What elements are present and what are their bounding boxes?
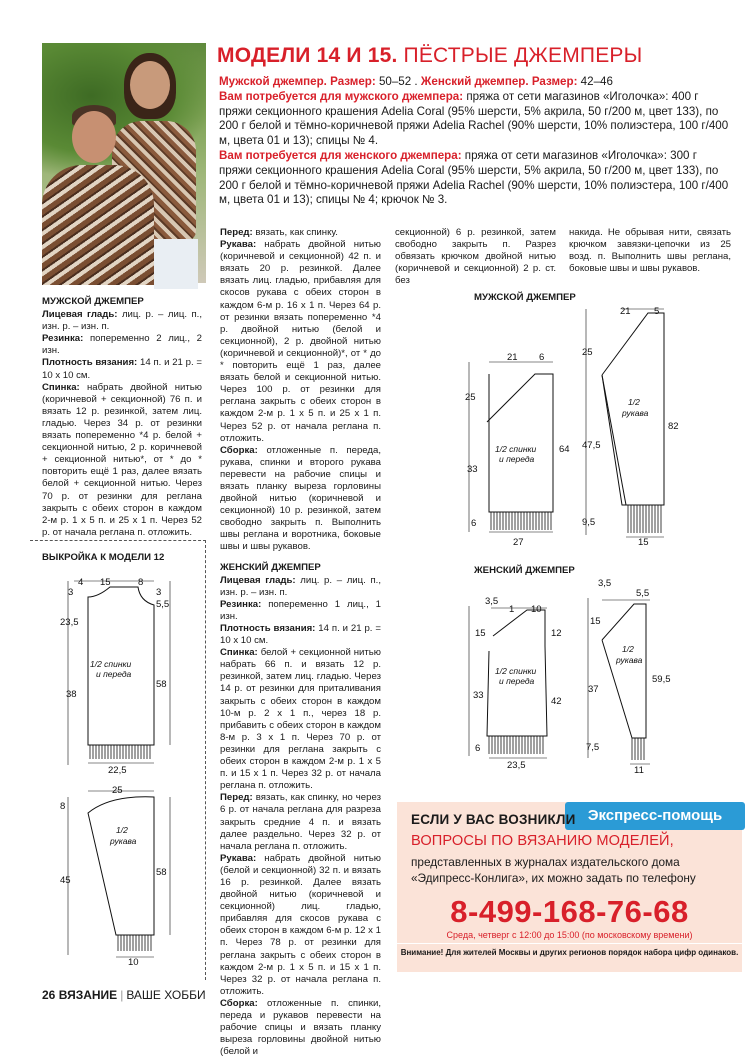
text: накида. Не обрывая нити, связать крючком завязки-цепочки из 25 возд. п. Выполнить швы реглана, боковые швы и швы рукавов. [569,227,731,275]
title-rest: ПЁСТРЫЕ ДЖЕМПЕРЫ [403,44,643,67]
dim: 21 [620,306,631,317]
dim: 15 [475,628,486,639]
dim: 3,5 [598,578,612,589]
heading-women: ЖЕНСКИЙ ДЖЕМПЕР [220,561,321,573]
body-label: и переда [499,454,535,464]
dim: 7,5 [586,742,600,753]
label: Спинка: [42,381,80,393]
dim: 23,5 [60,617,79,628]
magazine-sub: ВАШЕ ХОББИ [126,988,206,1002]
label: Лицевая гладь: [42,309,118,321]
model12-sleeve-pattern [60,785,190,968]
dim: 3,5 [485,596,499,607]
women-diagram-label: ЖЕНСКИЙ ДЖЕМПЕР [474,565,575,576]
heading-men: МУЖСКОЙ ДЖЕМПЕР [42,296,144,307]
label: Плотность вязания: [42,357,138,369]
dim: 22,5 [108,765,127,776]
dim: 8 [60,801,66,812]
dim: 21 [507,352,518,363]
text: отложенные п. спинки, переда и рукавов перевести на рабочие спицы и вязать планку выреза горловины двойной нитью (белой и [220,997,381,1058]
label: Перед: [220,227,253,238]
sizes-women-label: Женский джемпер. Размер: [420,75,578,88]
express-help-box [397,802,742,972]
dim: 45 [60,875,71,886]
sleeve-label: 1/2 [628,397,640,407]
dim: 23,5 [507,760,526,771]
dim: 5 [654,306,660,317]
women-sleeve-pattern [584,578,674,776]
dim: 58 [156,867,167,878]
text: 14 п. и 21 р. = 10 х 10 см. [220,623,381,647]
sleeve-label: рукава [110,836,137,846]
men-sleeve-pattern [582,305,679,548]
need-women [219,149,731,208]
dim: 6 [475,743,481,754]
dim: 59,5 [652,674,671,685]
dim: 12 [551,628,562,639]
need-men-label: Вам потребуется для мужского джемпера: [219,89,464,103]
dim: 82 [668,421,679,432]
label: Плотность вязания: [220,623,316,634]
text: попеременно 1 лиц., 1 изн. [220,598,382,622]
page-footer: 26 ВЯЗАНИЕ | ВАШЕ ХОББИ [42,988,206,1002]
body-label: 1/2 спинки [495,666,537,676]
text: попеременно 2 лиц., 2 изн. [42,333,203,357]
label: Спинка: [220,647,258,659]
sleeve-label: 1/2 [622,644,634,654]
model12-diagram-label: ВЫКРОЙКА К МОДЕЛИ 12 [42,552,165,563]
sizes-men-value: 50–52 . [378,75,418,88]
dim: 8 [138,577,144,588]
express-line-1: ЕСЛИ У ВАС ВОЗНИКЛИ [411,812,576,827]
express-badge: Экспресс-помощь [565,802,745,830]
dim: 38 [66,689,77,700]
text: набрать двойной нитью (коричневой и секционной) 42 п. и вязать 20 р. резинкой. Далее вязать лиц. гладью, прибавляя для скосов рукава с обеих сторон в каждом 6-м р. 16 х 1 п. Через 64 р. от резинки вязать попеременно *4 р. двойной нитью (белой и секционной), 2 р. двойной нитью (коричневой и секционной)*, от * до * повторить ещё 1 раз, далее вязать белой и секционной нитью. Через 100 р. от резинки для реглана закрыть с обеих сторон в каждом 2-м р. 1 х 5 п. и 25 х 1 п. Через 52 р. от начала реглана п. отложить. [220,239,381,444]
need-men [219,90,731,149]
need-men-text: пряжа от сети магазинов «Иголочка»: 400 г пряжи секционного крашения Adelia Coral (95% шерсти, 5% акрила, 50 г/200 м, цвет 133), по 200 г белой и тёмно-коричневой пряжи Adelia Rachel (90% шерсти, 10% полиэстера, 100 г/400 м, цвета 01 и 13); спицы № 4. [219,89,729,148]
text: лиц. р. – лиц. п., изн. р. – изн. п. [42,309,202,333]
express-note: Внимание! Для жителей Москвы и других регионов порядок набора цифр одинаков. [400,948,739,957]
label: Резинка: [42,333,84,345]
dim: 5,5 [156,599,170,610]
column-men-back [42,296,202,539]
text: 14 п. и 21 р. = 10 х 10 см. [42,357,202,381]
dim: 15 [100,577,111,588]
page-title [217,44,642,68]
sleeve-label: рукава [622,408,649,418]
label: Рукава: [220,852,257,864]
text: секционной) 6 р. резинкой, затем свободно закрыть п. Разрез обвязать крючком двойной нитью (коричневой и секционной) 2 р. ст. без [395,227,556,287]
body-label: 1/2 спинки [495,444,537,454]
dim: 64 [559,444,570,455]
text: набрать двойной нитью (белой и секционной) 32 п. и вязать 16 р. резинкой. Далее вязать двойной нитью (коричневой и секционной) лиц. гладью, прибавляя для скосов рукава с обеих сторон в каждом 6-м р. 12 х 1 п. Через 78 р. от резинки для реглана закрыть с обеих сторон в каждом 2-м р. 1 х 5 п. и 15 х 1 п. Через 32 р. от начала реглана п. отложить. [220,852,381,997]
dim: 9,5 [582,517,596,528]
text: вязать, как спинку, но через 6 р. от начала реглана для разреза закрыть средние 4 п. и вязать далее раздельно. Через 32 р. от начала реглана п. отложить. [220,792,381,852]
sizes-men-label: Мужской джемпер. Размер: [219,75,376,88]
need-women-text: пряжа от сети магазинов «Иголочка»: 300 г пряжи секционного крашения Adelia Coral (95% шерсти, 5% акрила, 50 г/200 м, цвет 133), по 200 г белой и тёмно-коричневой пряжи Adelia Rachel (90% шерсти, 10% полиэстера, 100 г/400 м, цвета 01 и 13); спицы № 4; крючок № 3. [219,148,729,207]
dim: 4 [78,577,84,588]
column-4 [569,227,731,275]
label: Лицевая гладь: [220,574,296,586]
text: набрать двойной нитью (коричневой + секционной) 76 п. и вязать 12 р. резинкой, затем лиц. гладью. Через 34 р. от резинки вязать попеременно *4 р. белой + секционной нитью, 2 р. коричневой + секционной нитью*, от * до * повторить ещё 1 раз, далее вязать белой + секционной нитью. Через 70 р. от резинки для реглана закрыть с обеих сторон в каждом 2-м р. 1 х 5 п. и 25 х 1 п. Через 52 р. от начала реглана п. отложить. [42,381,202,538]
express-phone[interactable]: 8-499-168-76-68 [450,894,689,929]
sizes-women-value: 42–46 [580,75,613,88]
men-diagram-label: МУЖСКОЙ ДЖЕМПЕР [474,292,576,303]
text: вязать, как спинку. [255,227,338,238]
dim: 27 [513,537,524,548]
page-number: 26 [42,988,56,1002]
sleeve-label: рукава [616,655,643,665]
label: Резинка: [220,598,262,610]
dim: 58 [156,679,167,690]
label: Сборка: [220,997,258,1009]
dim: 15 [638,537,649,548]
dim: 25 [112,785,123,796]
dim: 11 [634,765,644,776]
body-label: 1/2 спинки [90,659,132,669]
materials-intro [219,75,731,208]
express-line-2: ВОПРОСЫ ПО ВЯЗАНИЮ МОДЕЛЕЙ, [411,833,674,849]
dim: 6 [539,352,545,363]
dim: 33 [473,690,484,701]
dim: 1 [509,604,515,615]
dim: 10 [531,604,542,615]
dim: 42 [551,696,562,707]
express-line-3: представленных в журналах издательского дома [411,855,680,869]
dim: 10 [128,957,139,968]
dim: 5,5 [636,588,650,599]
dim: 3 [68,587,74,598]
sleeve-label: 1/2 [116,825,128,835]
text: отложенные п. переда, рукава, спинки и второго рукава перевести на рабочие спицы и вязать планку выреза горловины двойной нитью (коричневой и секционной) 10 р. резинкой, затем свободно закрыть п. Выполнить швы реглана и воротника, боковые швы и швы рукавов. [220,444,381,553]
women-body-pattern [465,596,575,771]
dim: 15 [590,616,601,627]
dim: 3 [156,587,162,598]
sizes-line [219,75,731,90]
dim: 47,5 [582,440,601,451]
text: белой + секционной нитью набрать 66 п. и вязать 12 р. резинкой, затем лиц. гладью. Через 14 р. от резинки для приталивания закрыть с обеих сторон в каждом 10-м р. 2 х 1 п., через 18 р. прибавить с обеих сторон в каждом 8-м р. 3 х 1 п. Через 70 р. от резинки для реглана закрыть с обеих сторон в каждом 2-м р. 1 х 5 п. и 15 х 1 п. Через 32 р. от начала реглана п. отложить. [220,647,381,792]
express-line-4: «Эдипресс-Конлига», их можно задать по телефону [411,871,696,885]
express-hours: Среда, четверг с 12:00 до 15:00 (по московскому времени) [446,930,693,940]
label: Рукава: [220,239,257,251]
title-bold: МОДЕЛИ 14 И 15. [217,44,398,67]
column-3 [395,227,556,287]
column-instructions [220,227,381,1058]
need-women-label: Вам потребуется для женского джемпера: [219,148,462,162]
model12-body-pattern [60,575,190,775]
models-photo [42,43,206,283]
body-label: и переда [499,676,535,686]
dim: 25 [465,392,476,403]
dim: 25 [582,347,593,358]
text: лиц. р. – лиц. п., изн. р. – изн. п. [220,574,382,598]
dim: 6 [471,518,477,529]
label: Сборка: [220,444,258,456]
men-body-pattern [465,352,575,548]
dim: 37 [588,684,599,695]
dim: 33 [467,464,478,475]
label: Перед: [220,792,253,804]
body-label: и переда [96,669,132,679]
magazine-name: ВЯЗАНИЕ [58,988,118,1002]
